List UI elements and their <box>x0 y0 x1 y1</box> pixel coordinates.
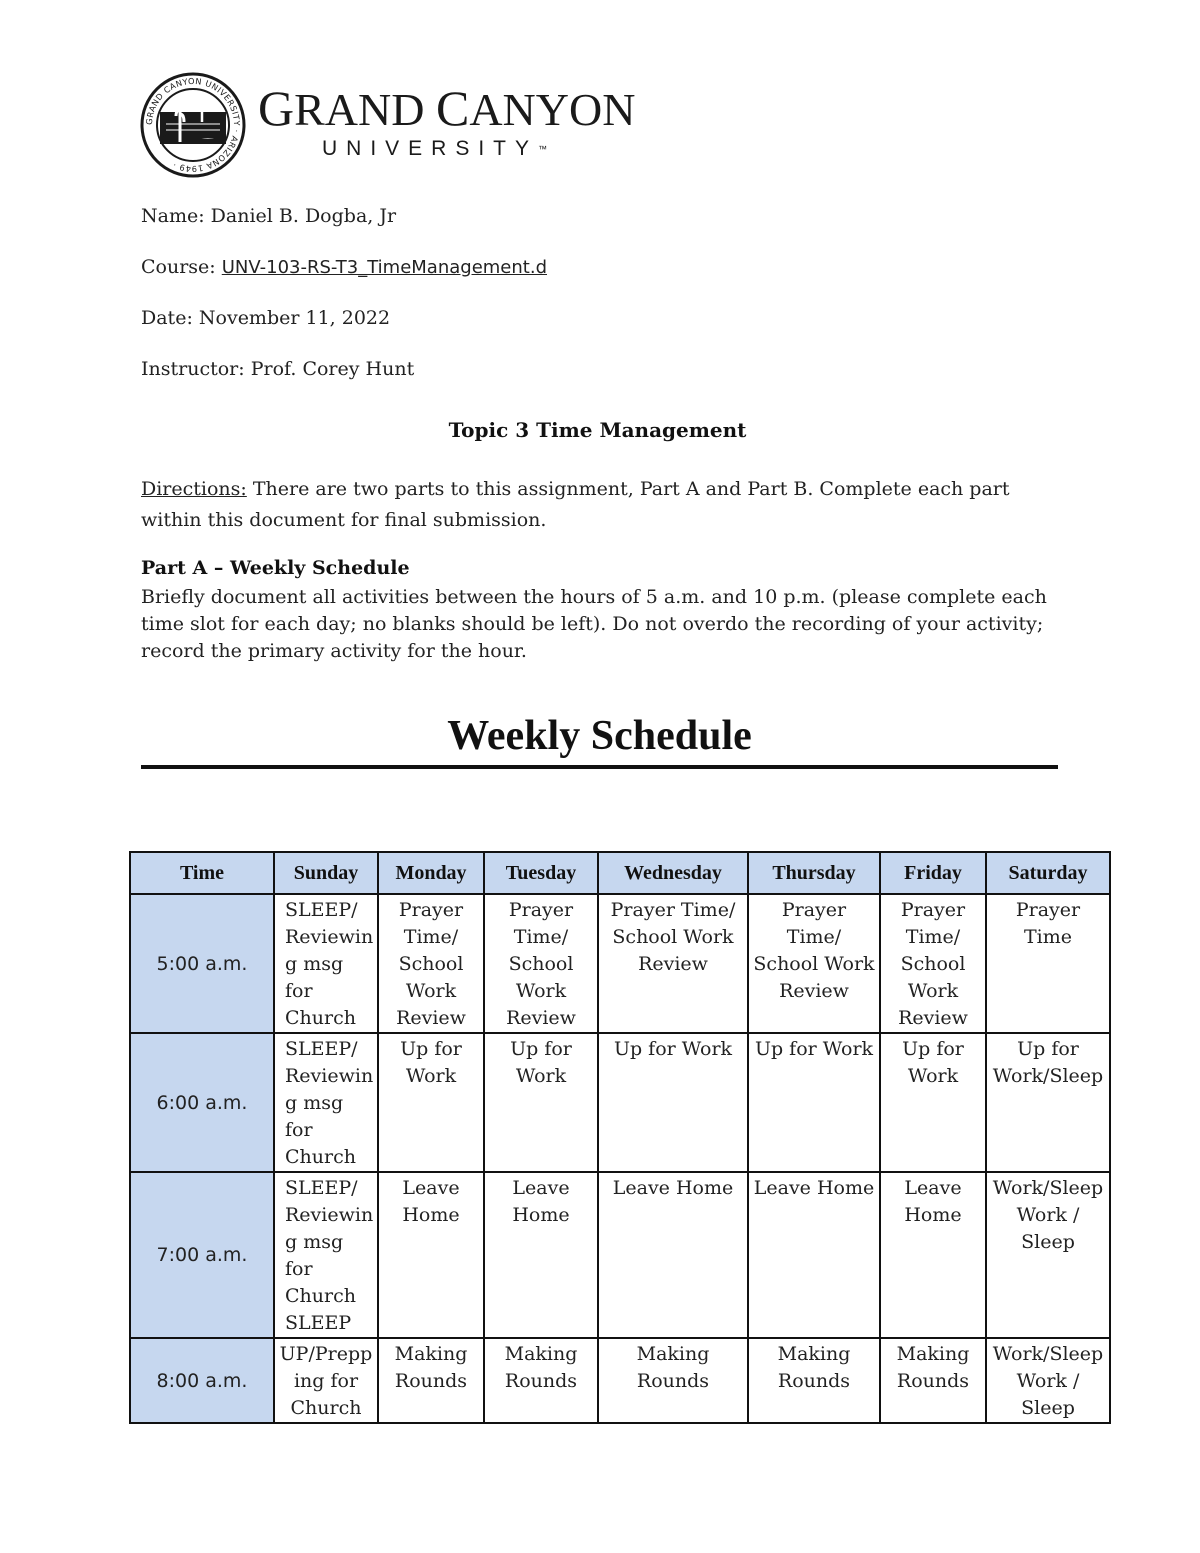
column-header: Thursday <box>748 852 880 894</box>
column-header: Tuesday <box>484 852 598 894</box>
directions-paragraph <box>141 474 1071 536</box>
schedule-cell: SLEEP/ Reviewing msg for Church SLEEP <box>274 1172 378 1338</box>
course-field <box>141 256 547 278</box>
table-row <box>130 1338 1110 1423</box>
schedule-cell: Prayer Time/ School Work Review <box>484 894 598 1033</box>
schedule-cell: Making Rounds <box>748 1338 880 1423</box>
schedule-cell: Up for Work <box>598 1033 748 1172</box>
topic-title: Topic 3 Time Management <box>448 418 747 442</box>
column-header: Saturday <box>986 852 1110 894</box>
logo-name-main: GRAND CANYON <box>258 80 636 136</box>
name-value: Daniel B. Dogba, Jr <box>210 205 397 227</box>
schedule-cell: Leave Home <box>598 1172 748 1338</box>
date-field <box>141 307 390 329</box>
title-rule <box>141 765 1058 769</box>
table-row <box>130 1172 1110 1338</box>
schedule-cell: UP/Prepping for Church <box>274 1338 378 1423</box>
schedule-cell: Up for Work <box>378 1033 484 1172</box>
column-header: Wednesday <box>598 852 748 894</box>
schedule-cell: SLEEP/ Reviewing msg for Church <box>274 1033 378 1172</box>
schedule-cell: Making Rounds <box>598 1338 748 1423</box>
part-a-body: Briefly document all activities between the hours of 5 a.m. and 10 p.m. (please complete each time slot for each day; no blanks should be left). Do not overdo the recording of your activity; record the primary activity for the hour. <box>141 586 1047 662</box>
directions-text: There are two parts to this assignment, Part A and Part B. Complete each part within this document for final submission. <box>141 478 1010 531</box>
university-seal-icon <box>140 72 246 178</box>
column-header: Time <box>130 852 274 894</box>
time-cell: 8:00 a.m. <box>130 1338 274 1423</box>
schedule-cell: Prayer Time/ School Work Review <box>598 894 748 1033</box>
schedule-cell: Prayer Time/ School Work Review <box>378 894 484 1033</box>
logo-name-sub: UNIVERSITY™ <box>322 137 548 160</box>
schedule-cell: Prayer Time/ School Work Review <box>880 894 986 1033</box>
table-row <box>130 1033 1110 1172</box>
schedule-cell: Leave Home <box>880 1172 986 1338</box>
column-header: Sunday <box>274 852 378 894</box>
schedule-cell: Leave Home <box>748 1172 880 1338</box>
weekly-schedule-table <box>129 851 1111 1424</box>
schedule-cell: Making Rounds <box>880 1338 986 1423</box>
schedule-cell: Making Rounds <box>484 1338 598 1423</box>
university-logo <box>140 72 635 178</box>
schedule-cell: Work/Sleep Work / Sleep <box>986 1338 1110 1423</box>
column-header: Monday <box>378 852 484 894</box>
part-a-title: Part A – Weekly Schedule <box>141 557 410 579</box>
instructor-label: Instructor: <box>141 358 245 380</box>
svg-text:GRAND CANYON UNIVERSITY · ARIZ: GRAND CANYON UNIVERSITY · ARIZONA 1949 · <box>143 75 243 175</box>
schedule-cell: Up for Work <box>748 1033 880 1172</box>
time-cell: 7:00 a.m. <box>130 1172 274 1338</box>
schedule-cell: Up for Work/Sleep <box>986 1033 1110 1172</box>
course-label: Course: <box>141 256 216 278</box>
date-value: November 11, 2022 <box>198 307 391 329</box>
schedule-cell: Leave Home <box>484 1172 598 1338</box>
course-value: UNV-103-RS-T3_TimeManagement.d <box>221 257 547 278</box>
time-cell: 6:00 a.m. <box>130 1033 274 1172</box>
weekly-schedule-title: Weekly Schedule <box>447 713 752 759</box>
time-cell: 5:00 a.m. <box>130 894 274 1033</box>
date-label: Date: <box>141 307 193 329</box>
column-header: Friday <box>880 852 986 894</box>
name-field <box>141 205 396 227</box>
schedule-cell: Up for Work <box>484 1033 598 1172</box>
instructor-value: Prof. Corey Hunt <box>250 358 415 380</box>
schedule-cell: Prayer Time/ School Work Review <box>748 894 880 1033</box>
directions-label: Directions: <box>141 478 247 500</box>
schedule-cell: Making Rounds <box>378 1338 484 1423</box>
table-header-row <box>130 852 1110 894</box>
schedule-cell: Work/Sleep Work / Sleep <box>986 1172 1110 1338</box>
name-label: Name: <box>141 205 205 227</box>
instructor-field <box>141 358 414 380</box>
schedule-cell: Up for Work <box>880 1033 986 1172</box>
schedule-cell: SLEEP/ Reviewing msg for Church <box>274 894 378 1033</box>
schedule-cell: Leave Home <box>378 1172 484 1338</box>
table-row <box>130 894 1110 1033</box>
schedule-cell: Prayer Time <box>986 894 1110 1033</box>
